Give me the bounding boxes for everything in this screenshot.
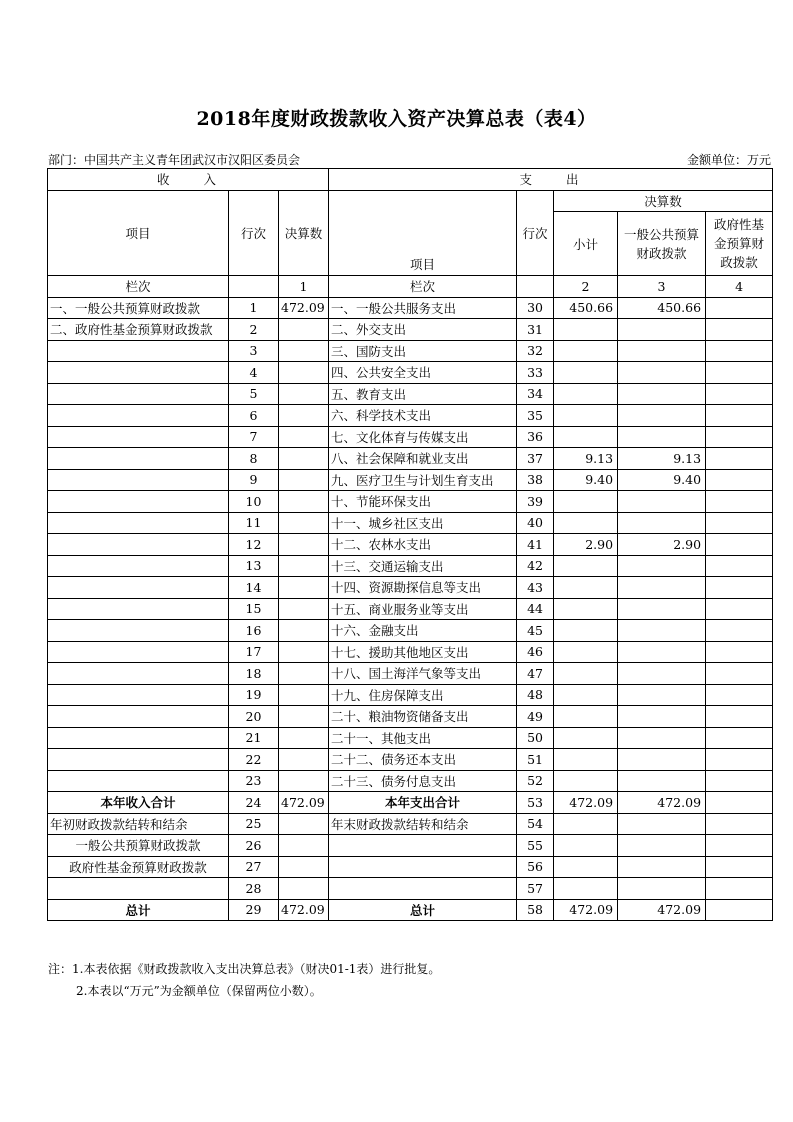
income-amount xyxy=(279,706,329,728)
expense-general-budget xyxy=(618,835,706,857)
expense-header: 支 出 xyxy=(329,169,773,191)
table-row xyxy=(48,641,773,663)
expense-line-no: 49 xyxy=(517,706,554,728)
expense-gov-fund xyxy=(706,663,773,685)
income-item xyxy=(48,448,229,470)
expense-gov-fund xyxy=(706,598,773,620)
expense-general-budget: 472.09 xyxy=(618,792,706,814)
expense-item xyxy=(329,856,517,878)
income-amount xyxy=(279,878,329,900)
income-item xyxy=(48,663,229,685)
expense-subtotal xyxy=(554,641,618,663)
expense-line-no: 31 xyxy=(517,319,554,341)
income-line-no-header: 行次 xyxy=(229,190,279,276)
expense-gov-fund xyxy=(706,684,773,706)
note-2: 2.本表以“万元”为金额单位（保留两位小数）。 xyxy=(76,984,322,998)
table-row xyxy=(48,555,773,577)
expense-line-no: 58 xyxy=(517,899,554,921)
income-amount xyxy=(279,663,329,685)
expense-item: 十八、国土海洋气象等支出 xyxy=(329,663,517,685)
table-row xyxy=(48,706,773,728)
expense-subtotal xyxy=(554,340,618,362)
expense-line-no: 35 xyxy=(517,405,554,427)
expense-gov-fund xyxy=(706,835,773,857)
income-line-no: 16 xyxy=(229,620,279,642)
income-amount xyxy=(279,727,329,749)
exp-col-label: 栏次 xyxy=(329,276,517,298)
income-amount: 472.09 xyxy=(279,297,329,319)
expense-gov-fund xyxy=(706,770,773,792)
expense-line-no: 36 xyxy=(517,426,554,448)
table-row xyxy=(48,491,773,513)
col-label: 栏次 xyxy=(48,276,229,298)
expense-general-budget xyxy=(618,684,706,706)
expense-subtotal xyxy=(554,770,618,792)
header-row-1 xyxy=(48,169,773,191)
expense-general-budget: 2.90 xyxy=(618,534,706,556)
col-index-empty xyxy=(229,276,279,298)
income-line-no: 20 xyxy=(229,706,279,728)
income-amount xyxy=(279,469,329,491)
expense-item: 二十一、其他支出 xyxy=(329,727,517,749)
income-amount xyxy=(279,555,329,577)
income-item xyxy=(48,641,229,663)
expense-subtotal xyxy=(554,727,618,749)
expense-subtotal: 472.09 xyxy=(554,792,618,814)
income-item xyxy=(48,620,229,642)
table-row xyxy=(48,297,773,319)
income-line-no: 12 xyxy=(229,534,279,556)
expense-general-budget xyxy=(618,362,706,384)
expense-item: 十七、援助其他地区支出 xyxy=(329,641,517,663)
income-amount xyxy=(279,319,329,341)
income-item xyxy=(48,598,229,620)
table-row xyxy=(48,663,773,685)
income-item xyxy=(48,340,229,362)
table-row xyxy=(48,319,773,341)
expense-item: 五、教育支出 xyxy=(329,383,517,405)
expense-gov-fund xyxy=(706,577,773,599)
expense-line-no: 37 xyxy=(517,448,554,470)
income-amount xyxy=(279,813,329,835)
income-line-no: 8 xyxy=(229,448,279,470)
expense-item: 十九、住房保障支出 xyxy=(329,684,517,706)
expense-item: 二十三、债务付息支出 xyxy=(329,770,517,792)
income-amount xyxy=(279,641,329,663)
income-item: 本年收入合计 xyxy=(48,792,229,814)
expense-general-budget xyxy=(618,727,706,749)
expense-gov-fund xyxy=(706,641,773,663)
expense-item: 总计 xyxy=(329,899,517,921)
subtotal-header: 小计 xyxy=(554,212,618,276)
expense-general-budget xyxy=(618,319,706,341)
income-item xyxy=(48,577,229,599)
income-line-no: 18 xyxy=(229,663,279,685)
expense-gov-fund xyxy=(706,534,773,556)
expense-general-budget xyxy=(618,770,706,792)
expense-line-no: 34 xyxy=(517,383,554,405)
expense-line-no: 54 xyxy=(517,813,554,835)
expense-subtotal xyxy=(554,426,618,448)
income-amount xyxy=(279,749,329,771)
income-line-no: 14 xyxy=(229,577,279,599)
income-item xyxy=(48,469,229,491)
income-item: 一、一般公共预算财政拨款 xyxy=(48,297,229,319)
expense-item: 六、科学技术支出 xyxy=(329,405,517,427)
income-line-no: 9 xyxy=(229,469,279,491)
table-row xyxy=(48,448,773,470)
income-item xyxy=(48,491,229,513)
fiscal-summary-table xyxy=(47,168,773,921)
expense-item-header: 项目 xyxy=(329,190,517,276)
expense-line-no-header: 行次 xyxy=(517,190,554,276)
expense-gov-fund xyxy=(706,362,773,384)
income-item xyxy=(48,706,229,728)
table-row xyxy=(48,620,773,642)
expense-line-no: 43 xyxy=(517,577,554,599)
expense-line-no: 38 xyxy=(517,469,554,491)
page-title: 2018年度财政拨款收入资产决算总表（表4） xyxy=(196,108,597,130)
table-row xyxy=(48,684,773,706)
income-amount xyxy=(279,684,329,706)
expense-line-no: 50 xyxy=(517,727,554,749)
income-line-no: 26 xyxy=(229,835,279,857)
income-line-no: 10 xyxy=(229,491,279,513)
col-index-2: 2 xyxy=(554,276,618,298)
expense-subtotal: 450.66 xyxy=(554,297,618,319)
expense-general-budget xyxy=(618,598,706,620)
expense-item: 十三、交通运输支出 xyxy=(329,555,517,577)
expense-gov-fund xyxy=(706,813,773,835)
expense-line-no: 39 xyxy=(517,491,554,513)
gov-fund-header: 政府性基金预算财政拨款 xyxy=(706,212,773,276)
expense-gov-fund xyxy=(706,491,773,513)
expense-general-budget: 472.09 xyxy=(618,899,706,921)
income-item: 总计 xyxy=(48,899,229,921)
expense-subtotal xyxy=(554,835,618,857)
expense-gov-fund xyxy=(706,297,773,319)
note-1: 注：1.本表依据《财政拨款收入支出决算总表》（财决01-1表）进行批复。 xyxy=(48,962,441,976)
col-index-empty xyxy=(517,276,554,298)
expense-subtotal xyxy=(554,362,618,384)
expense-line-no: 42 xyxy=(517,555,554,577)
expense-line-no: 51 xyxy=(517,749,554,771)
expense-general-budget xyxy=(618,749,706,771)
expense-general-budget xyxy=(618,813,706,835)
expense-item xyxy=(329,835,517,857)
expense-item: 十二、农林水支出 xyxy=(329,534,517,556)
income-amount-header: 决算数 xyxy=(279,190,329,276)
expense-subtotal xyxy=(554,620,618,642)
income-amount xyxy=(279,426,329,448)
income-item: 年初财政拨款结转和结余 xyxy=(48,813,229,835)
income-item xyxy=(48,405,229,427)
expense-item: 十五、商业服务业等支出 xyxy=(329,598,517,620)
expense-subtotal xyxy=(554,856,618,878)
expense-subtotal xyxy=(554,878,618,900)
table-row xyxy=(48,383,773,405)
income-amount xyxy=(279,534,329,556)
income-item xyxy=(48,512,229,534)
income-line-no: 2 xyxy=(229,319,279,341)
carryover-row xyxy=(48,835,773,857)
expense-gov-fund xyxy=(706,340,773,362)
income-item xyxy=(48,878,229,900)
income-item xyxy=(48,383,229,405)
income-line-no: 17 xyxy=(229,641,279,663)
expense-subtotal xyxy=(554,749,618,771)
expense-general-budget: 9.13 xyxy=(618,448,706,470)
income-item: 二、政府性基金预算财政拨款 xyxy=(48,319,229,341)
expense-general-budget xyxy=(618,405,706,427)
carryover-row xyxy=(48,856,773,878)
expense-line-no: 30 xyxy=(517,297,554,319)
income-item: 政府性基金预算财政拨款 xyxy=(48,856,229,878)
table-row xyxy=(48,512,773,534)
income-line-no: 4 xyxy=(229,362,279,384)
expense-subtotal xyxy=(554,577,618,599)
income-amount xyxy=(279,405,329,427)
table-row xyxy=(48,405,773,427)
department-label: 部门：中国共产主义青年团武汉市汉阳区委员会 xyxy=(48,153,301,167)
expense-subtotal xyxy=(554,598,618,620)
income-item-header: 项目 xyxy=(48,190,229,276)
expense-line-no: 48 xyxy=(517,684,554,706)
table-row xyxy=(48,749,773,771)
income-line-no: 5 xyxy=(229,383,279,405)
expense-general-budget: 450.66 xyxy=(618,297,706,319)
income-line-no: 1 xyxy=(229,297,279,319)
expense-line-no: 40 xyxy=(517,512,554,534)
expense-general-budget xyxy=(618,555,706,577)
expense-subtotal: 2.90 xyxy=(554,534,618,556)
income-item xyxy=(48,684,229,706)
income-line-no: 13 xyxy=(229,555,279,577)
income-item xyxy=(48,555,229,577)
notes xyxy=(48,958,440,1002)
expense-line-no: 52 xyxy=(517,770,554,792)
expense-item: 十六、金融支出 xyxy=(329,620,517,642)
table-row xyxy=(48,770,773,792)
table-row xyxy=(48,340,773,362)
income-line-no: 29 xyxy=(229,899,279,921)
expense-line-no: 56 xyxy=(517,856,554,878)
expense-general-budget xyxy=(618,706,706,728)
column-index-row xyxy=(48,276,773,298)
expense-line-no: 46 xyxy=(517,641,554,663)
general-budget-header: 一般公共预算财政拨款 xyxy=(618,212,706,276)
income-line-no: 15 xyxy=(229,598,279,620)
income-amount xyxy=(279,577,329,599)
header-row-2 xyxy=(48,190,773,212)
income-amount xyxy=(279,383,329,405)
expense-item: 十、节能环保支出 xyxy=(329,491,517,513)
year-total-row xyxy=(48,792,773,814)
expense-line-no: 33 xyxy=(517,362,554,384)
expense-general-budget xyxy=(618,641,706,663)
expense-line-no: 32 xyxy=(517,340,554,362)
expense-item: 十一、城乡社区支出 xyxy=(329,512,517,534)
income-item xyxy=(48,362,229,384)
income-line-no: 3 xyxy=(229,340,279,362)
income-line-no: 19 xyxy=(229,684,279,706)
table-row xyxy=(48,598,773,620)
income-line-no: 25 xyxy=(229,813,279,835)
expense-general-budget xyxy=(618,512,706,534)
income-item xyxy=(48,770,229,792)
col-index-4: 4 xyxy=(706,276,773,298)
expense-gov-fund xyxy=(706,426,773,448)
expense-general-budget xyxy=(618,856,706,878)
expense-subtotal xyxy=(554,405,618,427)
expense-general-budget xyxy=(618,620,706,642)
expense-line-no: 53 xyxy=(517,792,554,814)
income-line-no: 11 xyxy=(229,512,279,534)
expense-item: 四、公共安全支出 xyxy=(329,362,517,384)
expense-subtotal xyxy=(554,319,618,341)
table-row xyxy=(48,534,773,556)
expense-subtotal xyxy=(554,383,618,405)
income-line-no: 21 xyxy=(229,727,279,749)
income-item xyxy=(48,727,229,749)
income-amount xyxy=(279,491,329,513)
expense-item: 二、外交支出 xyxy=(329,319,517,341)
income-line-no: 24 xyxy=(229,792,279,814)
expense-line-no: 45 xyxy=(517,620,554,642)
expense-gov-fund xyxy=(706,448,773,470)
table-row xyxy=(48,577,773,599)
expense-gov-fund xyxy=(706,727,773,749)
expense-gov-fund xyxy=(706,856,773,878)
income-amount xyxy=(279,512,329,534)
expense-line-no: 55 xyxy=(517,835,554,857)
income-amount: 472.09 xyxy=(279,899,329,921)
expense-item: 十四、资源勘探信息等支出 xyxy=(329,577,517,599)
expense-item: 七、文化体育与传媒支出 xyxy=(329,426,517,448)
income-item xyxy=(48,749,229,771)
table-row xyxy=(48,362,773,384)
expense-item: 年末财政拨款结转和结余 xyxy=(329,813,517,835)
carryover-row xyxy=(48,878,773,900)
expense-gov-fund xyxy=(706,792,773,814)
income-line-no: 23 xyxy=(229,770,279,792)
expense-gov-fund xyxy=(706,319,773,341)
income-line-no: 6 xyxy=(229,405,279,427)
col-index-1: 1 xyxy=(279,276,329,298)
expense-item: 本年支出合计 xyxy=(329,792,517,814)
carryover-row xyxy=(48,813,773,835)
income-amount xyxy=(279,598,329,620)
income-amount xyxy=(279,770,329,792)
expense-gov-fund xyxy=(706,749,773,771)
income-item xyxy=(48,426,229,448)
income-line-no: 7 xyxy=(229,426,279,448)
expense-gov-fund xyxy=(706,469,773,491)
expense-gov-fund xyxy=(706,620,773,642)
expense-item: 一、一般公共服务支出 xyxy=(329,297,517,319)
expense-gov-fund xyxy=(706,706,773,728)
grand-total-row xyxy=(48,899,773,921)
expense-subtotal: 472.09 xyxy=(554,899,618,921)
expense-subtotal xyxy=(554,555,618,577)
expense-item: 二十、粮油物资储备支出 xyxy=(329,706,517,728)
expense-line-no: 47 xyxy=(517,663,554,685)
income-amount: 472.09 xyxy=(279,792,329,814)
expense-item: 八、社会保障和就业支出 xyxy=(329,448,517,470)
income-amount xyxy=(279,620,329,642)
expense-subtotal xyxy=(554,706,618,728)
unit-label: 金额单位：万元 xyxy=(686,153,771,167)
income-amount xyxy=(279,856,329,878)
expense-gov-fund xyxy=(706,383,773,405)
expense-gov-fund xyxy=(706,555,773,577)
expense-general-budget xyxy=(618,340,706,362)
income-line-no: 22 xyxy=(229,749,279,771)
income-line-no: 28 xyxy=(229,878,279,900)
expense-gov-fund xyxy=(706,878,773,900)
income-amount xyxy=(279,835,329,857)
table-row xyxy=(48,469,773,491)
expense-general-budget xyxy=(618,577,706,599)
expense-gov-fund xyxy=(706,899,773,921)
expense-amount-header: 决算数 xyxy=(554,190,773,212)
expense-subtotal xyxy=(554,684,618,706)
expense-line-no: 41 xyxy=(517,534,554,556)
expense-subtotal xyxy=(554,491,618,513)
income-amount xyxy=(279,362,329,384)
expense-general-budget xyxy=(618,383,706,405)
income-item: 一般公共预算财政拨款 xyxy=(48,835,229,857)
expense-general-budget xyxy=(618,878,706,900)
table-row xyxy=(48,727,773,749)
expense-gov-fund xyxy=(706,512,773,534)
expense-general-budget: 9.40 xyxy=(618,469,706,491)
col-index-3: 3 xyxy=(618,276,706,298)
expense-subtotal xyxy=(554,813,618,835)
income-item xyxy=(48,534,229,556)
table-row xyxy=(48,426,773,448)
expense-line-no: 57 xyxy=(517,878,554,900)
expense-general-budget xyxy=(618,663,706,685)
income-line-no: 27 xyxy=(229,856,279,878)
expense-item: 二十二、债务还本支出 xyxy=(329,749,517,771)
expense-subtotal: 9.40 xyxy=(554,469,618,491)
expense-general-budget xyxy=(618,426,706,448)
income-header: 收 入 xyxy=(48,169,329,191)
income-amount xyxy=(279,340,329,362)
expense-subtotal xyxy=(554,512,618,534)
expense-line-no: 44 xyxy=(517,598,554,620)
expense-item: 九、医疗卫生与计划生育支出 xyxy=(329,469,517,491)
expense-gov-fund xyxy=(706,405,773,427)
income-amount xyxy=(279,448,329,470)
expense-subtotal: 9.13 xyxy=(554,448,618,470)
expense-subtotal xyxy=(554,663,618,685)
expense-item: 三、国防支出 xyxy=(329,340,517,362)
expense-item xyxy=(329,878,517,900)
expense-general-budget xyxy=(618,491,706,513)
